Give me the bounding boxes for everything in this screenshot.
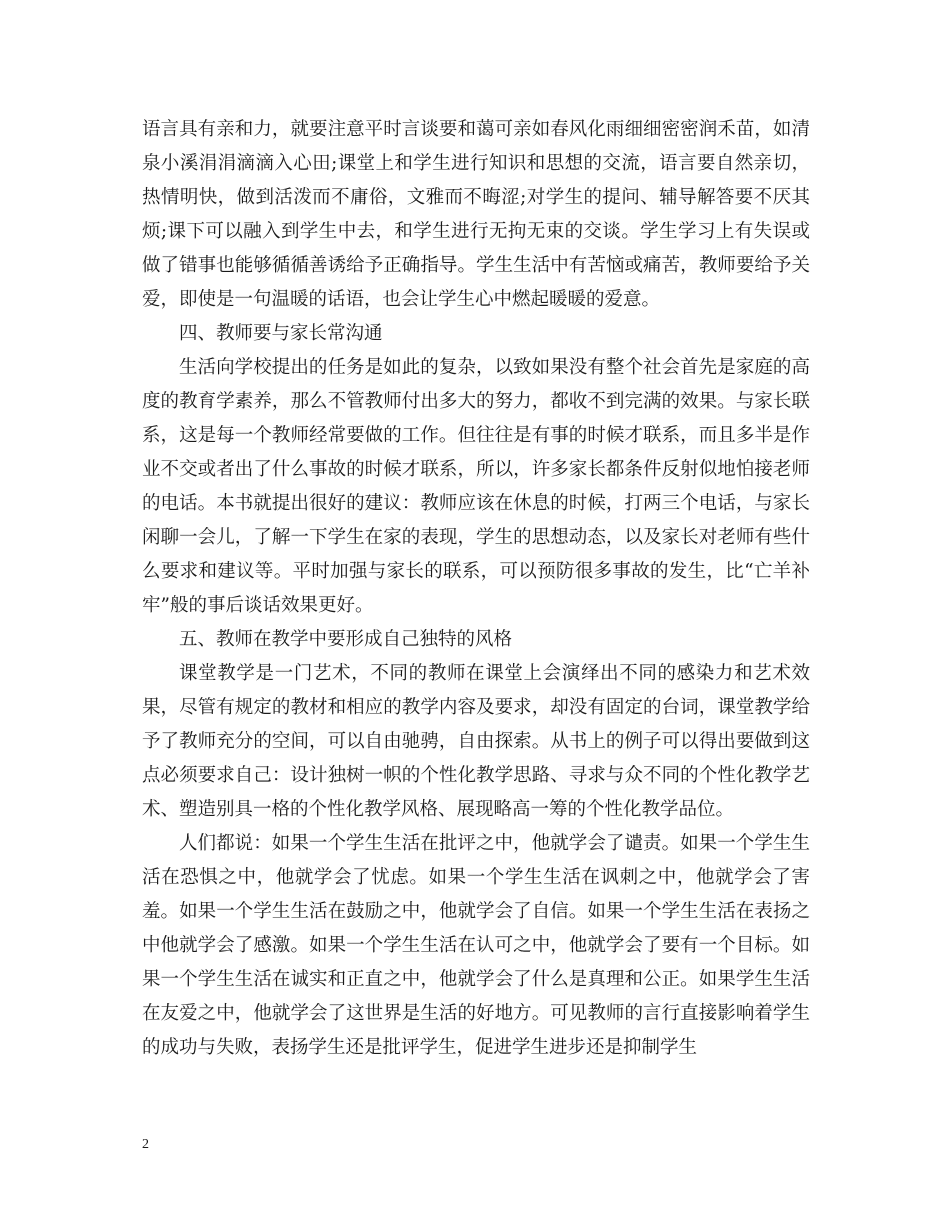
section-heading-communicate-with-parents: 四、教师要与家长常沟通 (179, 323, 383, 344)
paragraph-teaching-art: 课堂教学是一门艺术，不同的教师在课堂上会演绎出不同的感染力和艺术效果，尽管有规定的教材和相应的教学内容及要求，却没有固定的台词，课堂教学给予了教师充分的空间，可以自由驰骋，自由探索。从书上的例子可以得出要做到这点必须要求自己：设计独树一帜的个性化教学思路、寻求与众不同的个性化教学艺术、塑造别具一格的个性化教学风格、展现略高一筹的个性化教学品位。 (142, 663, 810, 820)
page-number: 2 (142, 1137, 149, 1152)
paragraph-students-learn: 人们都说：如果一个学生生活在批评之中，他就学会了谴责。如果一个学生生活在恐惧之中，他就学会了忧虑。如果一个学生生活在讽刺之中，他就学会了害羞。如果一个学生生活在鼓励之中，他就学会了自信。如果一个学生生活在表扬之中他就学会了感激。如果一个学生生活在认可之中，他就学会了要有一个目标。如果一个学生生活在诚实和正直之中，他就学会了什么是真理和公正。如果学生生活在友爱之中，他就学会了这世界是生活的好地方。可见教师的言行直接影响着学生的成功与失败，表扬学生还是批评学生，促进学生进步还是抑制学生 (142, 833, 810, 1058)
section-heading-teaching-style: 五、教师在教学中要形成自己独特的风格 (179, 629, 513, 650)
paragraph-parent-contact: 生活向学校提出的任务是如此的复杂，以致如果没有整个社会首先是家庭的高度的教育学素养，那么不管教师付出多大的努力，都收不到完满的效果。与家长联系，这是每一个教师经常要做的工作。但往往是有事的时候才联系，而且多半是作业不交或者出了什么事故的时候才联系，所以，许多家长都条件反射似地怕接老师的电话。本书就提出很好的建议：教师应该在休息的时候，打两三个电话，与家长闲聊一会儿，了解一下学生在家的表现，学生的思想动态，以及家长对老师有些什么要求和建议等。平时加强与家长的联系，可以预防很多事故的发生，比“亡羊补牢”般的事后谈话效果更好。 (142, 357, 810, 616)
paragraph-continued: 语言具有亲和力，就要注意平时言谈要和蔼可亲如春风化雨细细密密润禾苗，如清泉小溪涓涓滴滴入心田;课堂上和学生进行知识和思想的交流，语言要自然亲切，热情明快，做到活泼而不庸俗，文雅而不晦涩;对学生的提问、辅导解答要不厌其烦;课下可以融入到学生中去，和学生进行无拘无束的交谈。学生学习上有失误或做了错事也能够循循善诱给予正确指导。学生生活中有苦恼或痛苦，教师要给予关爱，即使是一句温暖的话语，也会让学生心中燃起暖暖的爱意。 (142, 119, 810, 310)
document-body (142, 113, 810, 1065)
